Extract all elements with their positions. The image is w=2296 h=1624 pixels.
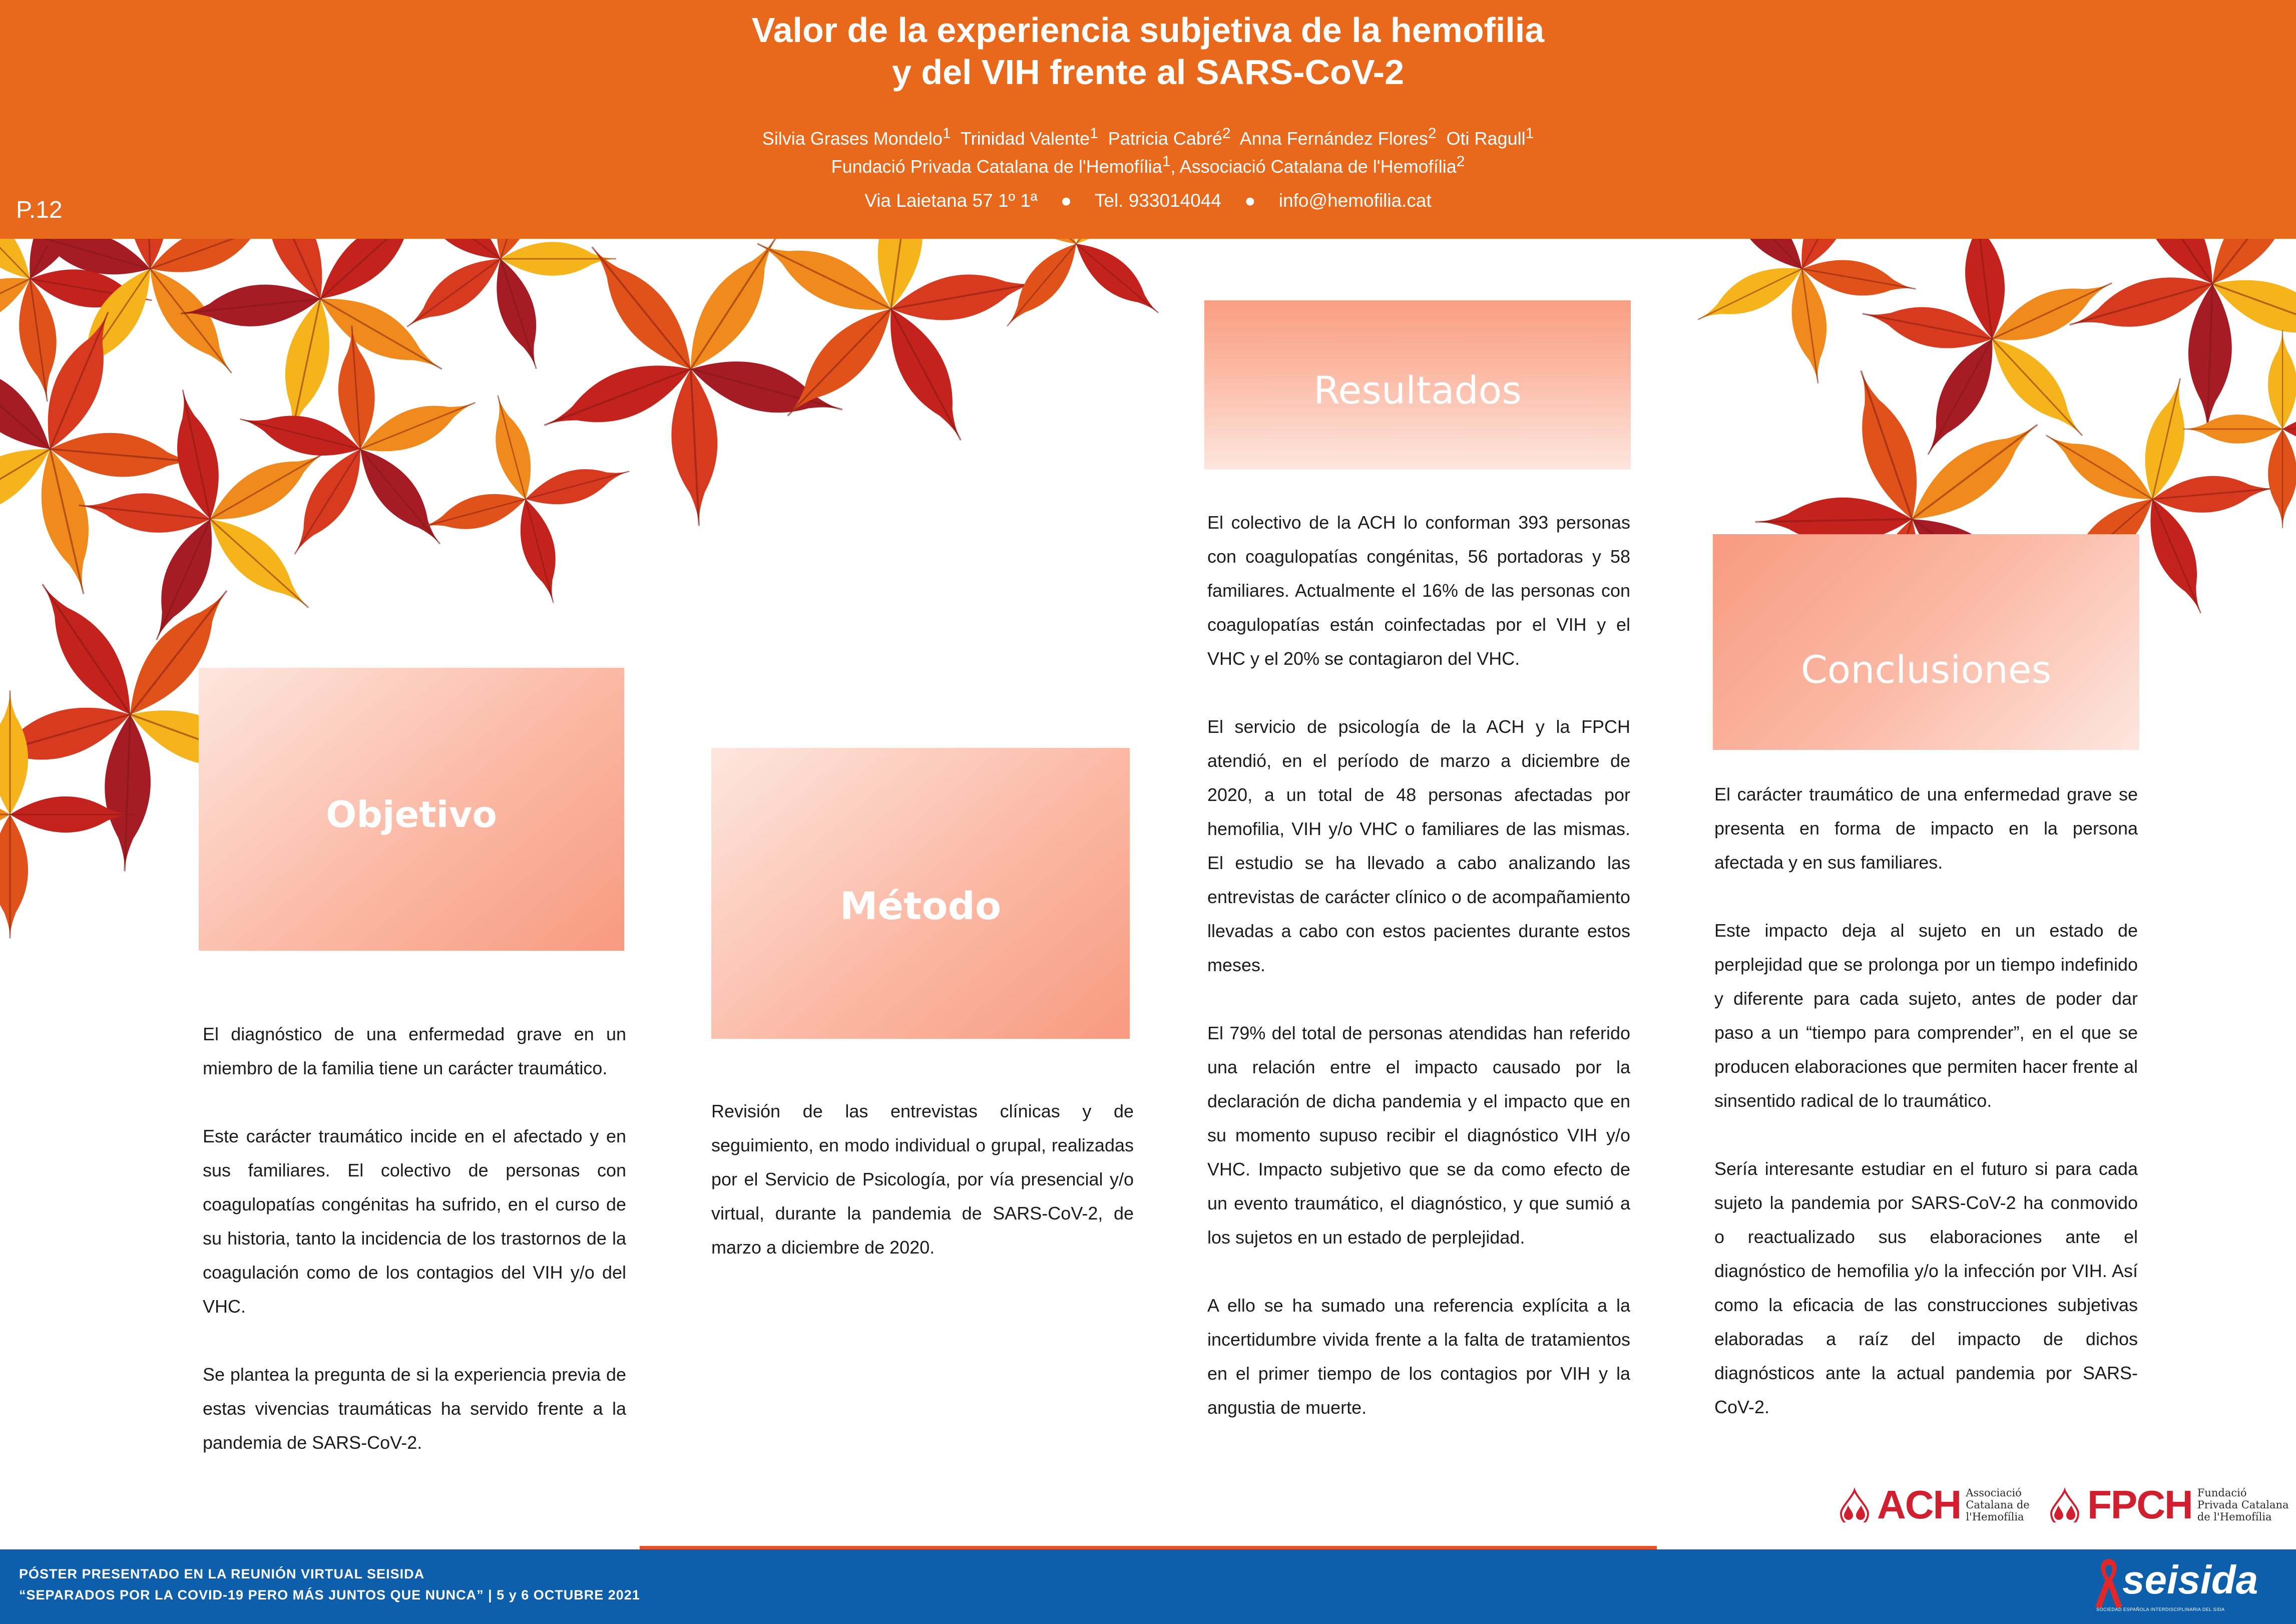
- author-name: Patricia Cabré: [1108, 128, 1222, 149]
- contact-line: [0, 190, 2296, 211]
- affiliation-name: Associació Catalana de l'Hemofília: [1179, 156, 1457, 177]
- fpch-logo: [2047, 1482, 2289, 1528]
- ach-logo: [1837, 1482, 2030, 1528]
- metodo-heading-box: [711, 748, 1130, 1039]
- poster-code: P.12: [16, 197, 63, 223]
- separator-dot: ●: [1060, 190, 1072, 211]
- email-link[interactable]: info@hemofilia.cat: [1278, 190, 1432, 211]
- conclusiones-title: Conclusiones: [1800, 647, 2052, 692]
- authors-block: [0, 122, 2296, 178]
- author-list: [0, 122, 2296, 150]
- affiliation-name: Fundació Privada Catalana de l'Hemofília: [831, 156, 1162, 177]
- paragraph: El colectivo de la ACH lo conforman 393 personas con coagulopatías congénitas, 56 portadoras y 58 familiares. Actualmente el 16% de las personas con coagulopatías están coinfectadas por el VIH y el VHC y el 20% se contagiaron del VHC.: [1207, 512, 1630, 669]
- leaf-vein: [407, 259, 501, 327]
- paragraph: Este impacto deja al sujeto en un estado de perplejidad que se prolonga por un tiempo indefinido y diferente para cada sujeto, antes de poder dar paso a un “tiempo para comprender”, en el que se producen elaboraciones que permiten hacer frente al sinsentido radical de lo traumático.: [1714, 920, 2138, 1111]
- title-line-2: y del VIH frente al SARS-CoV-2: [891, 53, 1405, 92]
- leaf-vein: [1928, 339, 1992, 455]
- paragraph: A ello se ha sumado una referencia explícita a la incertidumbre vivida frente a la falta de tratamientos en el primer tiempo de los contagios por VIH y la angustia de muerte.: [1207, 1295, 1630, 1418]
- leaf-vein: [592, 247, 691, 369]
- leaf: [1066, 239, 1171, 327]
- leaf-vein: [43, 584, 130, 714]
- leaf: [0, 687, 28, 815]
- affiliation-list: Fundació Privada Catalana de l'Hemofília$^1$, Associació Catalana de l'Hemofília$^2$: [831, 153, 1465, 177]
- author-affiliation-mark: 2: [1428, 125, 1437, 142]
- paragraph: Revisión de las entrevistas clínicas y de seguimiento, en modo individual o grupal, realizadas por el Servicio de Psicología, por vía presencial y/o virtual, durante la pandemia de SARS-CoV-2, de marzo a diciembre de 2020.: [711, 1101, 1134, 1258]
- author-name: Trinidad Valente: [960, 128, 1090, 149]
- leaf-vein: [1992, 339, 2082, 436]
- author-affiliation-mark: 1: [942, 125, 951, 142]
- footer-event-line: PÓSTER PRESENTADO EN LA REUNIÓN VIRTUAL SEISIDA: [19, 1566, 425, 1581]
- footer-slogan-line: “SEPARADOS POR LA COVID-19 PERO MÁS JUNTOS QUE NUNCA” | 5 y 6 OCTUBRE 2021: [19, 1587, 640, 1602]
- leaf-cluster: [232, 320, 486, 567]
- author-affiliation-mark: 1: [1090, 125, 1098, 142]
- leaf-cluster: [744, 239, 1046, 455]
- objetivo-text: [203, 1017, 626, 1460]
- conclusiones-text: [1714, 777, 2138, 1424]
- footer-bar: [0, 1549, 2296, 1624]
- leaf-vein: [788, 309, 891, 416]
- poster-title: [0, 9, 2296, 93]
- paragraph: El servicio de psicología de la ACH y la FPCH atendió, en el período de marzo a diciembre de 2020, a un total de 48 personas afectadas por hemofilia, VIH y/o VHC o familiares de las mismas. El estudio se ha llevado a cabo analizando las entrevistas de carácter clínico o de acompañamiento llevadas a cabo con estos pacientes durante estos meses.: [1207, 716, 1630, 975]
- paragraph: El diagnóstico de una enfermedad grave en un miembro de la familia tiene un carácter traumático.: [203, 1024, 626, 1078]
- metodo-title: Método: [839, 884, 1002, 928]
- author-affiliation-mark: 2: [1222, 125, 1231, 142]
- leaf-vein: [1076, 244, 1158, 313]
- leaf-cluster: [394, 239, 620, 377]
- resultados-text: [1207, 506, 1630, 1425]
- separator-dot: ●: [1244, 190, 1256, 211]
- paragraph: Se plantea la pregunta de si la experiencia previa de estas vivencias traumáticas ha servido frente a la pandemia de SARS-CoV-2.: [203, 1364, 626, 1453]
- paragraph: El 79% del total de personas atendidas han referido una relación entre el impacto causado por la declaración de dicha pandemia y el impacto que en su momento supuso recibir el diagnóstico VIH y/o VHC. Impacto subjetivo que se da como efecto de un evento traumático, el diagnóstico, y que sumió a los sujetos en un estado de perplejidad.: [1207, 1023, 1630, 1248]
- author-name: Oti Ragull: [1446, 128, 1526, 149]
- phone: Tel. 933014044: [1094, 190, 1221, 211]
- blood-drops-icon: [1837, 1487, 1872, 1522]
- paragraph: Sería interesante estudiar en el futuro si para cada sujeto la pandemia por SARS-CoV-2 ha conmovido o reactualizado sus elaboraciones ante el diagnóstico de hemofilia y/o la infección por VIH. Así como la eficacia de las construcciones subjetivas elaboradas a raíz del impacto de dichos diagnósticos ante la actual pandemia por SARS-CoV-2.: [1714, 1158, 2138, 1417]
- leaf: [0, 815, 28, 940]
- footer-accent-line: [640, 1546, 1657, 1549]
- author-name: Anna Fernández Flores: [1239, 128, 1428, 149]
- paragraph: Este carácter traumático incide en el afectado y en sus familiares. El colectivo de personas con coagulopatías congénitas ha sufrido, en el curso de su historia, tanto la incidencia de los trastornos de la coagulación como de los contagios del VIH y/o del VHC.: [203, 1126, 626, 1317]
- objetivo-title: Objetivo: [326, 793, 497, 836]
- ach-full-name: Associació Catalana de l'Hemofília: [1966, 1487, 2030, 1523]
- paragraph: El carácter traumático de una enfermedad grave se presenta en forma de impacto en la persona afectada y en sus familiares.: [1714, 784, 2138, 873]
- address: Via Laietana 57 1º 1ª: [864, 190, 1038, 211]
- author-name: Silvia Grases Mondelo: [762, 128, 943, 149]
- ach-abbreviation: ACH: [1877, 1482, 1961, 1527]
- objetivo-heading-box: [199, 668, 624, 951]
- leaf-vein: [691, 239, 776, 369]
- seisida-tagline: SOCIEDAD ESPAÑOLA INTERDISCIPLINARIA DEL SIDA: [2096, 1607, 2225, 1612]
- leaf-vein: [2046, 436, 2152, 499]
- seisida-logo: [2091, 1552, 2276, 1622]
- title-line-1: Valor de la experiencia subjetiva de la hemofilia: [751, 11, 1545, 50]
- fpch-full-name: Fundació Privada Catalana de l'Hemofília: [2197, 1487, 2289, 1523]
- affiliation-mark: 2: [1456, 153, 1465, 170]
- affiliation-mark: 1: [1162, 153, 1171, 170]
- fpch-abbreviation: FPCH: [2087, 1482, 2192, 1527]
- leaf-vein: [360, 449, 440, 544]
- leaf-vein: [150, 269, 232, 373]
- leaf-vein: [1912, 425, 2037, 519]
- red-ribbon-icon: [2091, 1555, 2126, 1610]
- resultados-heading-box: [1204, 300, 1631, 470]
- blood-drops-icon: [2047, 1487, 2082, 1522]
- conclusiones-heading-box: [1713, 534, 2139, 750]
- resultados-title: Resultados: [1313, 367, 1522, 413]
- author-affiliation-mark: 1: [1525, 125, 1534, 142]
- seisida-wordmark: seisida: [2122, 1557, 2258, 1602]
- metodo-text: [711, 1094, 1134, 1265]
